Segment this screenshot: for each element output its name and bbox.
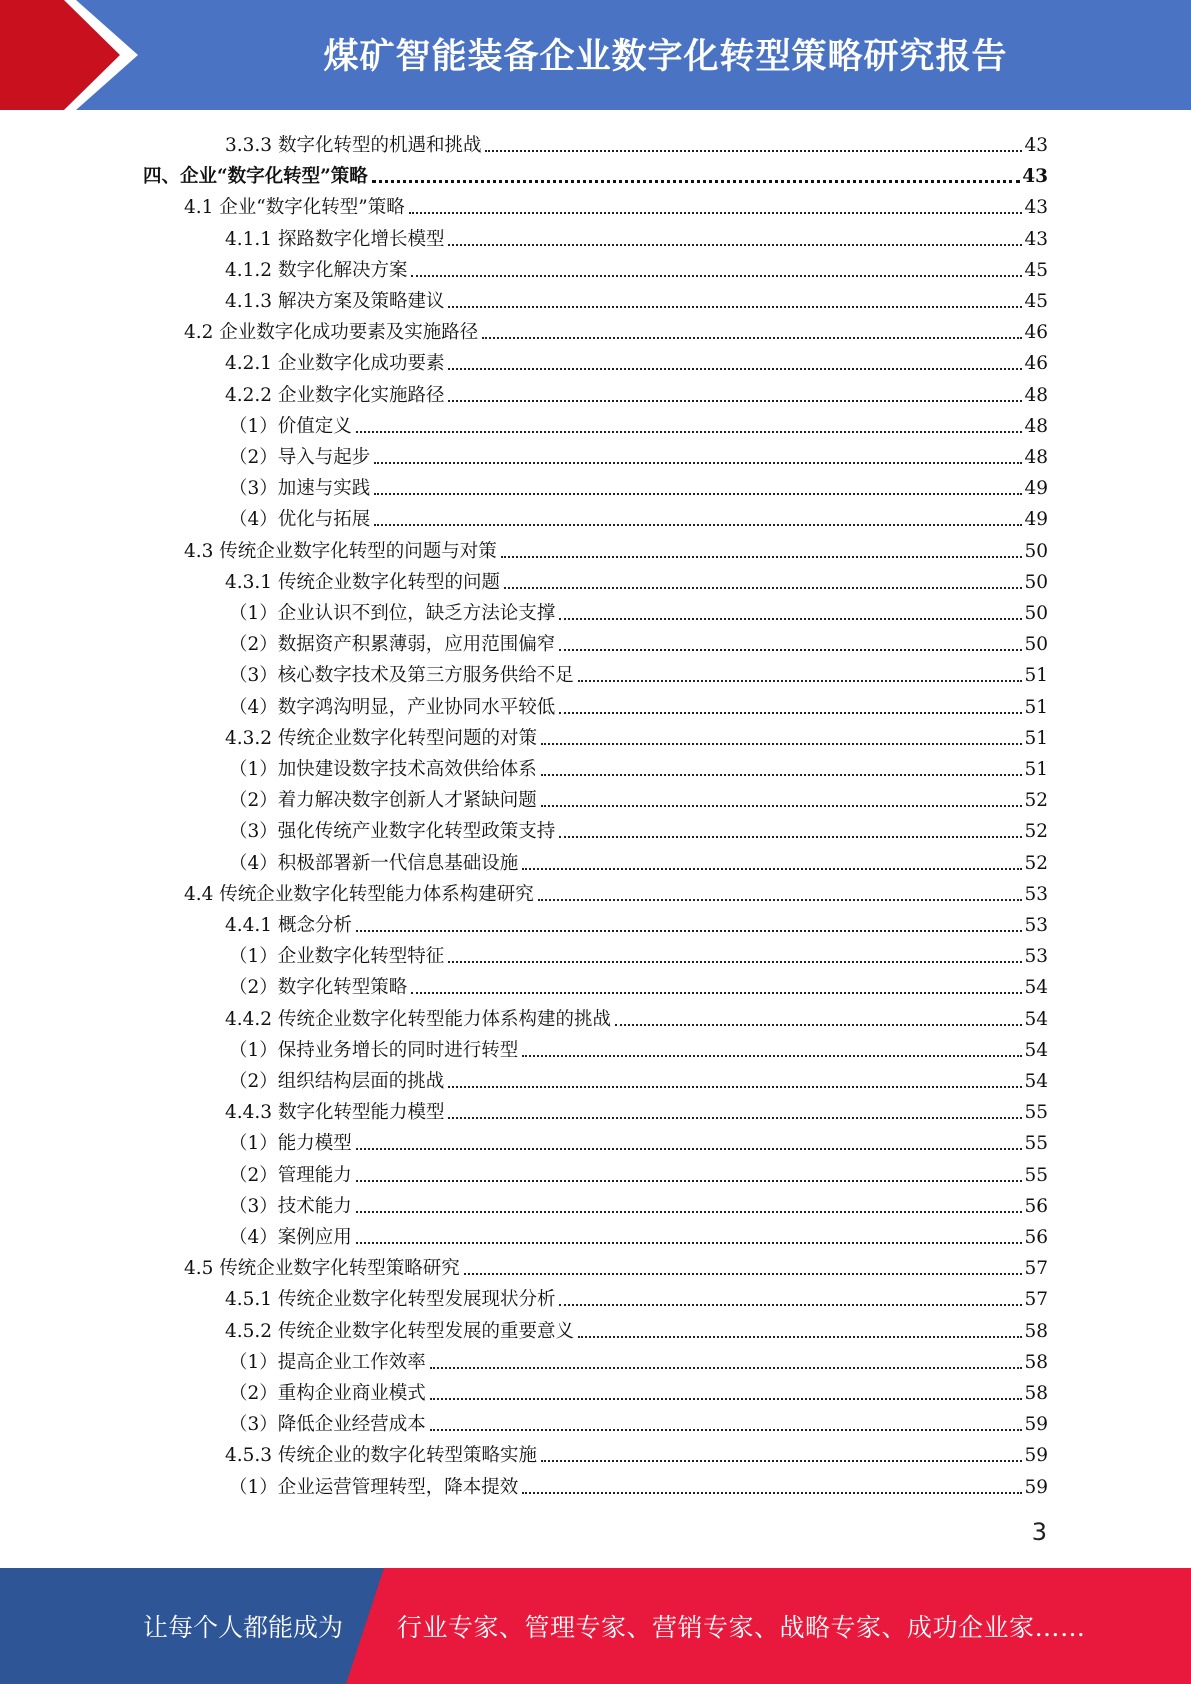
toc-entry-page: 51 xyxy=(1024,727,1048,749)
toc-entry-page: 55 xyxy=(1024,1133,1048,1155)
toc-entry[interactable] xyxy=(143,157,1048,188)
toc-entry-label: 4.1.1 探路数字化增长模型 xyxy=(225,228,445,250)
toc-entry-label: 4.4 传统企业数字化转型能力体系构建研究 xyxy=(184,883,534,905)
toc-entry-label: 4.4.2 传统企业数字化转型能力体系构建的挑战 xyxy=(225,1008,611,1030)
toc-entry[interactable] xyxy=(229,1156,1048,1187)
toc-leader-dots xyxy=(430,1367,1023,1369)
toc-entry-label: 3.3.3 数字化转型的机遇和挑战 xyxy=(225,135,482,156)
toc-leader-dots xyxy=(559,836,1022,838)
toc-entry-page: 48 xyxy=(1024,384,1048,406)
toc-entry[interactable] xyxy=(184,1249,1048,1280)
toc-entry-page: 43 xyxy=(1024,197,1048,219)
toc-entry-label: （2）组织结构层面的挑战 xyxy=(229,1071,445,1092)
toc-leader-dots xyxy=(409,212,1023,214)
toc-leader-dots xyxy=(356,1211,1023,1213)
toc-entry[interactable] xyxy=(229,750,1048,781)
toc-entry[interactable] xyxy=(229,407,1048,438)
toc-entry-page: 45 xyxy=(1024,259,1048,281)
toc-entry[interactable] xyxy=(225,220,1048,251)
toc-entry[interactable] xyxy=(229,968,1048,999)
toc-entry-label: 4.2.1 企业数字化成功要素 xyxy=(225,353,445,375)
toc-leader-dots xyxy=(541,743,1022,745)
toc-leader-dots xyxy=(411,275,1022,277)
toc-entry-label: 4.3 传统企业数字化转型的问题与对策 xyxy=(184,540,497,562)
toc-entry[interactable] xyxy=(229,844,1048,875)
toc-entry[interactable] xyxy=(225,906,1048,937)
toc-entry[interactable] xyxy=(229,1468,1048,1499)
toc-entry-page: 54 xyxy=(1024,1071,1048,1092)
toc-leader-dots xyxy=(356,1180,1023,1182)
toc-entry-label: 4.4.3 数字化转型能力模型 xyxy=(225,1102,445,1124)
toc-leader-dots xyxy=(522,1055,1022,1057)
toc-leader-dots xyxy=(356,431,1023,433)
toc-entry[interactable] xyxy=(184,532,1048,563)
toc-leader-dots xyxy=(448,1117,1022,1119)
toc-leader-dots xyxy=(504,587,1022,589)
toc-entry-label: 4.3.2 传统企业数字化转型问题的对策 xyxy=(225,727,537,749)
toc-entry-page: 49 xyxy=(1024,478,1048,500)
toc-leader-dots xyxy=(356,930,1023,932)
toc-entry[interactable] xyxy=(229,937,1048,968)
toc-entry-page: 56 xyxy=(1024,1195,1048,1217)
toc-entry-label: （1）加快建设数字技术高效供给体系 xyxy=(229,759,537,780)
toc-entry-label: （3）技术能力 xyxy=(229,1195,352,1217)
toc-entry-label: （4）案例应用 xyxy=(229,1227,352,1248)
toc-entry-label: （4）数字鸿沟明显，产业协同水平较低 xyxy=(229,696,556,718)
toc-entry-label: 4.1.2 数字化解决方案 xyxy=(225,259,408,281)
toc-leader-dots xyxy=(578,1336,1022,1338)
toc-entry[interactable] xyxy=(184,875,1048,906)
toc-entry-label: （2）重构企业商业模式 xyxy=(229,1383,426,1404)
toc-leader-dots xyxy=(501,556,1023,558)
toc-entry[interactable] xyxy=(225,282,1048,313)
toc-entry[interactable] xyxy=(229,656,1048,687)
toc-leader-dots xyxy=(615,1024,1022,1026)
toc-leader-dots xyxy=(372,180,1020,183)
toc-entry[interactable] xyxy=(184,313,1048,344)
footer-slogan-left: 让每个人都能成为 xyxy=(143,1613,344,1642)
toc-leader-dots xyxy=(541,805,1023,807)
toc-entry-label: （3）核心数字技术及第三方服务供给不足 xyxy=(229,665,574,687)
toc-entry-page: 51 xyxy=(1024,665,1048,687)
toc-leader-dots xyxy=(482,337,1022,339)
toc-entry[interactable] xyxy=(225,376,1048,407)
toc-leader-dots xyxy=(538,899,1023,901)
toc-entry-label: 4.2 企业数字化成功要素及实施路径 xyxy=(184,322,479,344)
toc-entry-page: 54 xyxy=(1024,1039,1048,1061)
toc-entry[interactable] xyxy=(229,625,1048,656)
toc-leader-dots xyxy=(485,150,1022,152)
toc-leader-dots xyxy=(374,462,1022,464)
toc-leader-dots xyxy=(541,774,1023,776)
toc-entry-page: 54 xyxy=(1024,1008,1048,1030)
toc-entry-label: 4.5 传统企业数字化转型策略研究 xyxy=(184,1258,460,1280)
toc-entry-label: 4.5.3 传统企业的数字化转型策略实施 xyxy=(225,1445,537,1467)
toc-entry[interactable] xyxy=(229,781,1048,812)
toc-entry-label: 4.5.2 传统企业数字化转型发展的重要意义 xyxy=(225,1320,574,1342)
toc-entry-page: 54 xyxy=(1024,977,1048,999)
toc-entry[interactable] xyxy=(225,1280,1048,1311)
toc-entry[interactable] xyxy=(225,719,1048,750)
toc-entry-page: 52 xyxy=(1024,790,1048,812)
toc-entry-page: 48 xyxy=(1024,447,1048,468)
toc-entry-page: 57 xyxy=(1024,1258,1048,1280)
toc-entry[interactable] xyxy=(229,1031,1048,1062)
toc-entry-label: （4）积极部署新一代信息基础设施 xyxy=(229,852,519,874)
toc-entry[interactable] xyxy=(229,1062,1048,1093)
toc-entry[interactable] xyxy=(225,1436,1048,1467)
toc-leader-dots xyxy=(448,306,1022,308)
toc-leader-dots xyxy=(356,1148,1023,1150)
toc-leader-dots xyxy=(559,618,1022,620)
toc-entry-page: 52 xyxy=(1024,852,1048,874)
toc-entry[interactable] xyxy=(225,126,1048,157)
toc-entry-page: 43 xyxy=(1024,135,1048,156)
toc-entry-page: 58 xyxy=(1024,1383,1048,1404)
toc-entry-page: 55 xyxy=(1024,1102,1048,1124)
toc-entry-page: 57 xyxy=(1024,1289,1048,1311)
toc-entry-page: 51 xyxy=(1024,696,1048,718)
toc-entry-label: （3）强化传统产业数字化转型政策支持 xyxy=(229,821,556,843)
toc-leader-dots xyxy=(448,961,1022,963)
page-header xyxy=(0,0,1191,110)
toc-leader-dots xyxy=(430,1398,1023,1400)
toc-entry-label: 4.3.1 传统企业数字化转型的问题 xyxy=(225,571,500,593)
toc-entry[interactable] xyxy=(225,563,1048,594)
toc-entry-label: （4）优化与拓展 xyxy=(229,509,371,531)
toc-entry-label: 4.2.2 企业数字化实施路径 xyxy=(225,384,445,406)
toc-entry-page: 58 xyxy=(1024,1351,1048,1373)
toc-entry-label: （1）价值定义 xyxy=(229,415,352,437)
toc-entry-page: 53 xyxy=(1024,946,1048,968)
toc-entry[interactable] xyxy=(225,251,1048,282)
toc-entry-page: 59 xyxy=(1024,1445,1048,1467)
toc-entry-page: 50 xyxy=(1024,540,1048,562)
toc-entry[interactable] xyxy=(225,1000,1048,1031)
toc-entry-label: 4.1.3 解决方案及策略建议 xyxy=(225,291,445,312)
toc-entry[interactable] xyxy=(225,1093,1048,1124)
toc-entry-label: （3）加速与实践 xyxy=(229,478,371,500)
toc-entry-label: （1）企业运营管理转型，降本提效 xyxy=(229,1476,519,1498)
toc-entry-page: 50 xyxy=(1024,603,1048,624)
toc-entry[interactable] xyxy=(229,500,1048,531)
header-arrow-decoration xyxy=(0,0,160,110)
toc-leader-dots xyxy=(374,524,1022,526)
toc-entry-label: 4.4.1 概念分析 xyxy=(225,915,352,936)
toc-entry-page: 59 xyxy=(1024,1476,1048,1498)
toc-entry[interactable] xyxy=(225,1312,1048,1343)
toc-entry-page: 46 xyxy=(1024,322,1048,344)
toc-entry-page: 50 xyxy=(1024,634,1048,656)
toc-entry-page: 45 xyxy=(1024,291,1048,312)
toc-entry-page: 43 xyxy=(1022,166,1048,188)
toc-leader-dots xyxy=(411,992,1022,994)
toc-entry-page: 55 xyxy=(1024,1164,1048,1186)
toc-leader-dots xyxy=(356,1242,1023,1244)
toc-entry-label: （1）能力模型 xyxy=(229,1133,352,1155)
toc-entry-label: （1）企业认识不到位，缺乏方法论支撑 xyxy=(229,603,556,624)
toc-entry-page: 59 xyxy=(1024,1414,1048,1436)
toc-entry[interactable] xyxy=(184,188,1048,219)
toc-entry-label: （2）管理能力 xyxy=(229,1164,352,1186)
toc-entry[interactable] xyxy=(229,1124,1048,1155)
toc-leader-dots xyxy=(559,1304,1022,1306)
toc-entry-page: 51 xyxy=(1024,759,1048,780)
toc-entry[interactable] xyxy=(229,438,1048,469)
page-footer xyxy=(0,1568,1191,1684)
toc-entry[interactable] xyxy=(229,812,1048,843)
toc-entry-page: 48 xyxy=(1024,415,1048,437)
toc-entry-page: 53 xyxy=(1024,915,1048,936)
toc-leader-dots xyxy=(374,493,1022,495)
toc-leader-dots xyxy=(541,1460,1022,1462)
toc-entry-page: 58 xyxy=(1024,1320,1048,1342)
toc-leader-dots xyxy=(522,868,1022,870)
toc-leader-dots xyxy=(559,712,1022,714)
toc-entry-page: 56 xyxy=(1024,1227,1048,1248)
toc-entry[interactable] xyxy=(229,1218,1048,1249)
toc-entry[interactable] xyxy=(229,1187,1048,1218)
toc-entry-page: 46 xyxy=(1024,353,1048,375)
toc-leader-dots xyxy=(448,244,1022,246)
toc-entry-page: 52 xyxy=(1024,821,1048,843)
toc-entry[interactable] xyxy=(229,1405,1048,1436)
toc-entry-label: 4.5.1 传统企业数字化转型发展现状分析 xyxy=(225,1289,556,1311)
toc-leader-dots xyxy=(448,368,1022,370)
toc-leader-dots xyxy=(448,1086,1022,1088)
page-number: 3 xyxy=(1031,1518,1047,1546)
toc-entry[interactable] xyxy=(229,594,1048,625)
toc-entry[interactable] xyxy=(229,1374,1048,1405)
footer-slogan-right: 行业专家、管理专家、营销专家、战略专家、成功企业家…… xyxy=(397,1613,1086,1642)
toc-entry-page: 50 xyxy=(1024,571,1048,593)
toc-entry-page: 49 xyxy=(1024,509,1048,531)
toc-leader-dots xyxy=(430,1429,1023,1431)
toc-entry-label: （2）数字化转型策略 xyxy=(229,977,408,999)
toc-leader-dots xyxy=(559,649,1022,651)
toc-entry-label: （1）保持业务增长的同时进行转型 xyxy=(229,1039,519,1061)
toc-leader-dots xyxy=(522,1492,1022,1494)
toc-entry[interactable] xyxy=(225,344,1048,375)
toc-entry-label: （2）导入与起步 xyxy=(229,447,371,468)
toc-entry-label: （3）降低企业经营成本 xyxy=(229,1414,426,1436)
toc-entry-page: 43 xyxy=(1024,228,1048,250)
toc-leader-dots xyxy=(448,400,1022,402)
toc-entry-label: 4.1 企业“数字化转型”策略 xyxy=(184,197,405,219)
toc-entry-label: 四、企业“数字化转型”策略 xyxy=(143,166,368,188)
toc-entry[interactable] xyxy=(229,469,1048,500)
toc-entry[interactable] xyxy=(229,1343,1048,1374)
toc-leader-dots xyxy=(578,680,1023,682)
toc-leader-dots xyxy=(464,1273,1023,1275)
toc-entry-label: （2）着力解决数字创新人才紧缺问题 xyxy=(229,790,537,812)
toc-entry-label: （2）数据资产积累薄弱，应用范围偏窄 xyxy=(229,634,556,656)
toc-entry-label: （1）提高企业工作效率 xyxy=(229,1351,426,1373)
report-title: 煤矿智能装备企业数字化转型策略研究报告 xyxy=(323,37,1008,77)
toc-entry[interactable] xyxy=(229,688,1048,719)
toc-entry-page: 53 xyxy=(1024,883,1048,905)
toc-entry-label: （1）企业数字化转型特征 xyxy=(229,946,445,968)
